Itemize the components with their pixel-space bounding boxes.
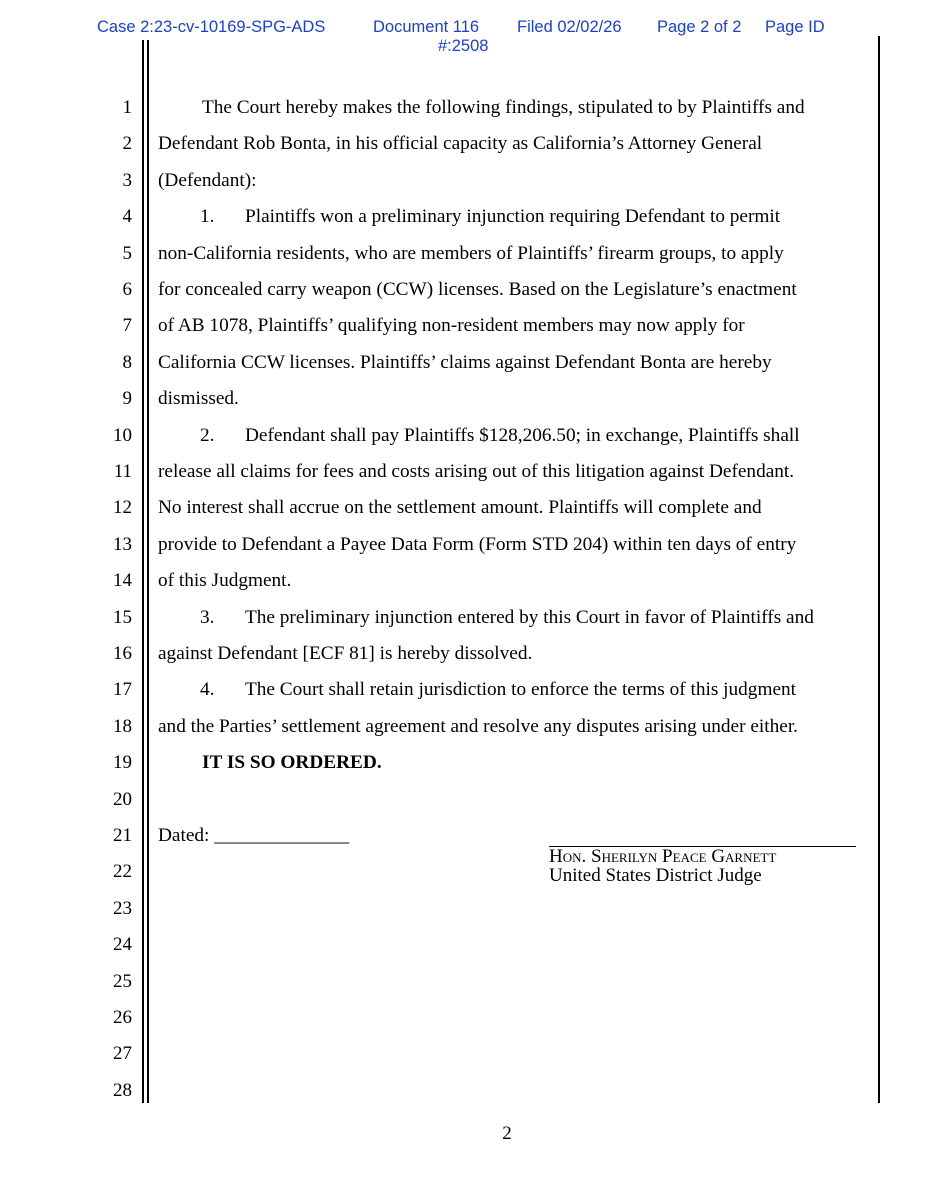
item-line: of AB 1078, Plaintiffs’ qualifying non-resident members may now apply for xyxy=(158,315,745,336)
item-line: for concealed carry weapon (CCW) licenses. Based on the Legislature’s enactment xyxy=(158,279,797,300)
item-line: dismissed. xyxy=(158,388,239,409)
item-number: 4. xyxy=(200,679,215,700)
line-number: 23 xyxy=(113,898,132,919)
line-number: 5 xyxy=(122,243,132,264)
line-number: 25 xyxy=(113,971,132,992)
line-number: 6 xyxy=(122,279,132,300)
line-number: 15 xyxy=(113,607,132,628)
item-number: 1. xyxy=(200,206,215,227)
line-number: 12 xyxy=(113,497,132,518)
item-number: 3. xyxy=(200,607,215,628)
page-number: 2 xyxy=(502,1123,512,1144)
page-id-value: #:2508 xyxy=(438,37,489,55)
filed-date: Filed 02/02/26 xyxy=(517,18,622,36)
intro-line: The Court hereby makes the following findings, stipulated to by Plaintiffs and xyxy=(202,97,805,118)
judge-name: Hon. Sherilyn Peace Garnett xyxy=(549,846,777,867)
item-line: against Defendant [ECF 81] is hereby dissolved. xyxy=(158,643,533,664)
document-number: Document 116 xyxy=(373,18,480,36)
page-of: Page 2 of 2 xyxy=(657,18,742,36)
line-number: 10 xyxy=(113,425,132,446)
item-line: provide to Defendant a Payee Data Form (Form STD 204) within ten days of entry xyxy=(158,534,797,555)
line-number: 8 xyxy=(122,352,132,373)
line-number: 3 xyxy=(122,170,132,191)
intro-line: Defendant Rob Bonta, in his official capacity as California’s Attorney General xyxy=(158,133,763,154)
line-number: 22 xyxy=(113,861,132,882)
line-number: 27 xyxy=(113,1043,132,1064)
right-margin-rule xyxy=(878,36,880,1103)
intro-line: (Defendant): xyxy=(158,170,257,191)
item-line: Plaintiffs won a preliminary injunction requiring Defendant to permit xyxy=(245,206,781,227)
line-number: 21 xyxy=(113,825,132,846)
item-line: release all claims for fees and costs arising out of this litigation against Defendant. xyxy=(158,461,795,482)
line-number: 19 xyxy=(113,752,132,773)
left-margin-rule xyxy=(142,40,144,1103)
ordered-heading: IT IS SO ORDERED. xyxy=(202,752,382,773)
line-number: 17 xyxy=(113,679,132,700)
line-number: 16 xyxy=(113,643,132,664)
item-line: California CCW licenses. Plaintiffs’ claims against Defendant Bonta are hereby xyxy=(158,352,772,373)
judge-title: United States District Judge xyxy=(549,865,762,886)
line-number: 4 xyxy=(122,206,132,227)
item-line: of this Judgment. xyxy=(158,570,292,591)
line-number: 18 xyxy=(113,716,132,737)
item-line: The preliminary injunction entered by this Court in favor of Plaintiffs and xyxy=(245,607,814,628)
line-number: 11 xyxy=(113,461,132,482)
filing-stamp xyxy=(0,18,927,58)
line-number: 7 xyxy=(122,315,132,336)
item-line: The Court shall retain jurisdiction to enforce the terms of this judgment xyxy=(245,679,796,700)
line-number: 2 xyxy=(122,133,132,154)
case-number: Case 2:23-cv-10169-SPG-ADS xyxy=(97,18,326,36)
dated-line: Dated: ______________ xyxy=(158,825,350,846)
line-number: 1 xyxy=(122,97,132,118)
line-number: 14 xyxy=(113,570,132,591)
item-line: No interest shall accrue on the settlement amount. Plaintiffs will complete and xyxy=(158,497,762,518)
line-number: 13 xyxy=(113,534,132,555)
item-line: and the Parties’ settlement agreement and resolve any disputes arising under either. xyxy=(158,716,798,737)
page-id-label: Page ID xyxy=(765,18,825,36)
line-number: 26 xyxy=(113,1007,132,1028)
line-number: 20 xyxy=(113,789,132,810)
line-number: 28 xyxy=(113,1080,132,1101)
item-line: Defendant shall pay Plaintiffs $128,206.50; in exchange, Plaintiffs shall xyxy=(245,425,800,446)
line-number: 24 xyxy=(113,934,132,955)
left-margin-rule-inner xyxy=(147,40,149,1103)
item-number: 2. xyxy=(200,425,215,446)
line-number: 9 xyxy=(122,388,132,409)
item-line: non-California residents, who are members of Plaintiffs’ firearm groups, to apply xyxy=(158,243,784,264)
